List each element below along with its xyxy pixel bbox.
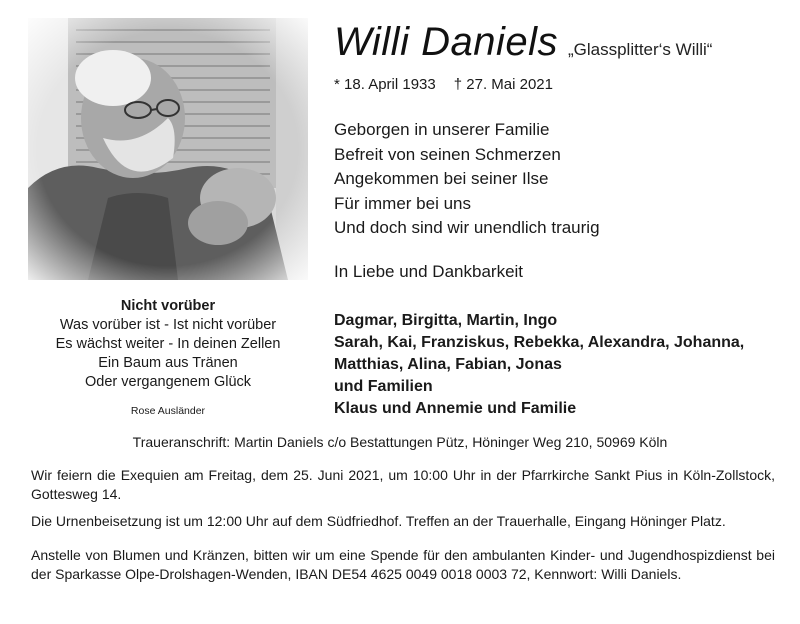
family-line: Sarah, Kai, Franziskus, Rebekka, Alexandra, Johanna, [334, 334, 745, 351]
poem-line: Ein Baum aus Tränen [98, 355, 238, 371]
birth-date: * 18. April 1933 [334, 76, 436, 93]
verse-line: Befreit von seinen Schmerzen [334, 144, 561, 164]
verse-line: Für immer bei uns [334, 193, 471, 213]
memorial-verse [334, 118, 600, 241]
poem-line: Oder vergangenem Glück [84, 374, 252, 390]
love-line: In Liebe und Dankbarkeit [334, 262, 524, 281]
name-heading [334, 20, 712, 65]
donation-info: Anstelle von Blumen und Kränzen, bitten wir um eine Spende für den ambulanten Kinder- und Jugendhospizdienst bei der Sparkasse Olpe-Drolshagen-Wenden, IBAN DE54 4625 0049 0018 0003 72, Kennwort: Willi Daniels. [31, 547, 775, 582]
poem [0, 297, 336, 421]
portrait-photo [28, 18, 308, 280]
poem-line: Es wächst weiter - In deinen Zellen [55, 336, 281, 352]
deceased-name: Willi Daniels [334, 20, 558, 64]
nickname: „Glassplitter‘s Willi“ [567, 40, 713, 59]
burial-info: Die Urnenbeisetzung ist um 12:00 Uhr auf dem Südfriedhof. Treffen an der Trauerhalle, Eingang Höninger Platz. [31, 513, 726, 529]
family-line: Dagmar, Birgitta, Martin, Ingo [334, 312, 558, 329]
family-names [334, 310, 744, 420]
life-dates [334, 76, 553, 93]
family-line: und Familien [334, 378, 433, 395]
verse-line: Angekommen bei seiner Ilse [334, 169, 549, 188]
family-line: Klaus und Annemie und Familie [334, 400, 577, 417]
family-line: Matthias, Alina, Fabian, Jonas [334, 356, 562, 373]
death-date: † 27. Mai 2021 [453, 76, 553, 93]
funeral-mass-info: Wir feiern die Exequien am Freitag, dem 25. Juni 2021, um 10:00 Uhr in der Pfarrkirche Sankt Pius in Köln-Zollstock, Gottesweg 14. [31, 467, 775, 502]
poem-author: Rose Ausländer [130, 405, 206, 417]
verse-line: Geborgen in unserer Familie [334, 120, 550, 139]
poem-title: Nicht vorüber [120, 298, 216, 314]
portrait-image [28, 18, 308, 280]
verse-line: Und doch sind wir unendlich traurig [334, 218, 600, 237]
mourning-address: Traueranschrift: Martin Daniels c/o Bestattungen Pütz, Höninger Weg 210, 50969 Köln [132, 434, 668, 450]
poem-line: Was vorüber ist - Ist nicht vorüber [59, 317, 277, 333]
